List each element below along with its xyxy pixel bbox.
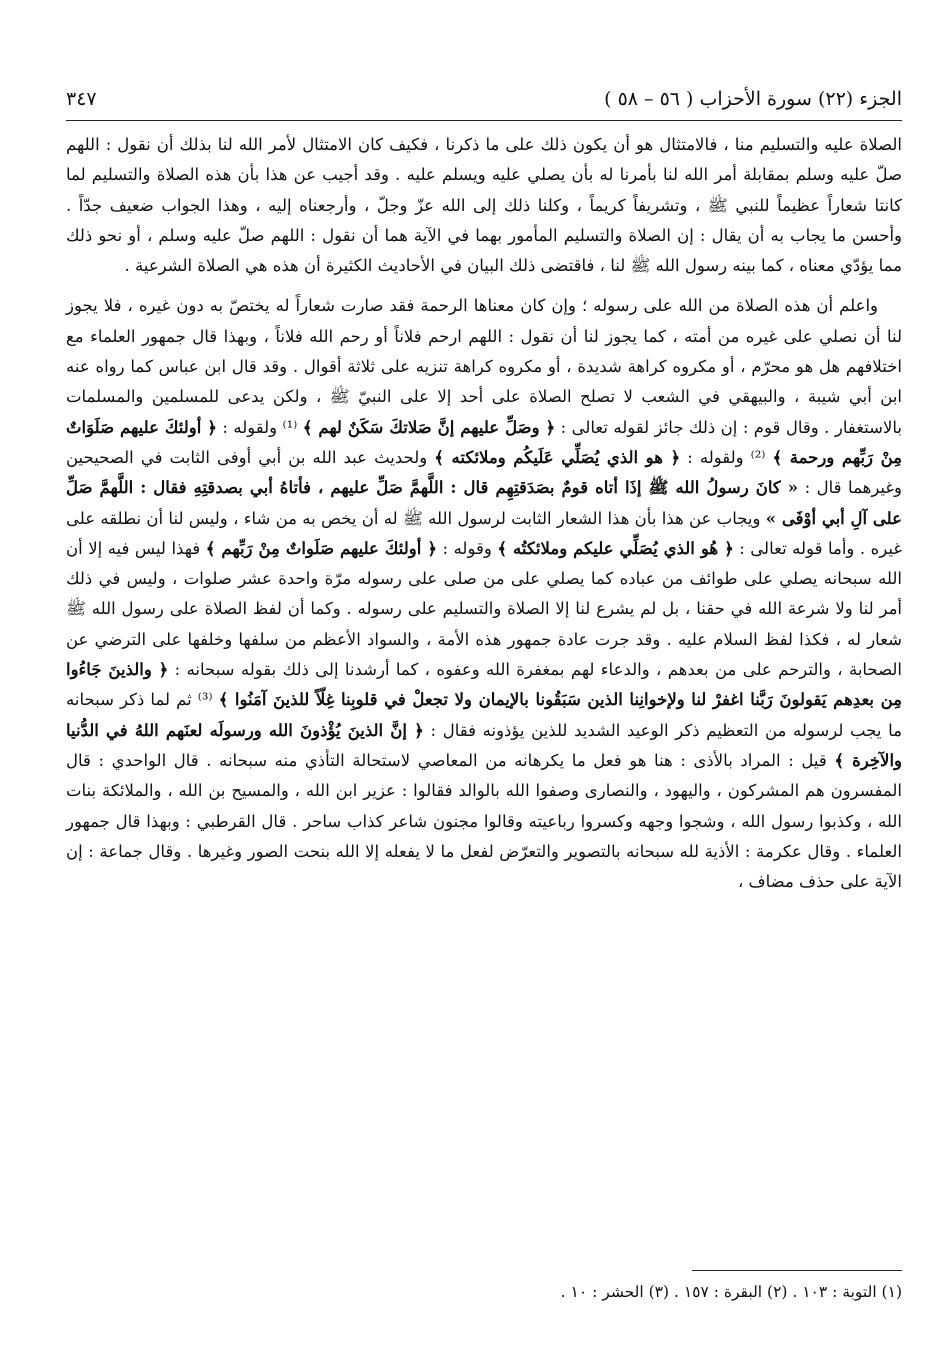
footnotes: (١) التوبة : ١٠٣ . (٢) البقرة : ١٥٧ . (٣) الحشر : ١٠ . <box>560 1283 902 1301</box>
footnote-separator <box>692 1270 902 1271</box>
text-segment: فهذا ليس فيه إلا أن الله سبحانه يصلي على طوائف من عباده كما يصلي على من صلى على رسوله مرّة واحدة عشر صلوات ، وليس في ذلك أمر لنا ولا شرعة الله في حقنا ، بل لم يشرع لنا إلا الصلاة والتسليم على رسوله . وكما أن لفظ الصلاة على رسول الله ﷺ شعار له ، فكذا لفظ السلام عليه . وقد جرت عادة جمهور هذه الأمة ، والسواد الأعظم من سلفها وخلفها على الترضي عن الصحابة ، والترحم على من بعدهم ، والدعاء لهم بمغفرة الله وعفوه ، كما أرشدنا إلى ذلك بقوله سبحانه : <box>66 538 903 680</box>
quran-verse: ﴿ أولئكَ عليهم صَلَوَاتٌ مِنْ رَبِّهم ورحمة ﴾ <box>66 417 902 467</box>
main-text <box>66 130 902 897</box>
paragraph-2 <box>66 291 902 897</box>
text-segment: وقوله : <box>442 538 492 558</box>
quran-verse: ﴿ والذينَ جَاءُوا مِن بعدِهم يَقولونَ رَبَّنا اغفرْ لنا ولإخوانِنا الذين سَبَقُونا بالإيمان ولا تجعلْ في قلوبِنا غِلّاً للذينَ آمَنُوا ﴾ <box>66 660 902 710</box>
quran-verse: ﴿ إنَّ الذينَ يُؤْذونَ الله ورسولَه لعنَهم اللهُ في الدُّنيا والآخِرة ﴾ <box>66 720 903 770</box>
text-segment: ⁽³⁾ ثم لما ذكر سبحانه ما يجب لرسوله من التعظيم ذكر الوعيد الشديد للذين يؤذونه فقال : <box>66 690 902 740</box>
paragraph-1 <box>66 130 902 281</box>
quran-verse: ﴿ هُو الذي يُصَلِّي عليكم وملائكتُه ﴾ <box>497 538 734 558</box>
page-number: ٣٤٧ <box>66 88 97 110</box>
quran-verse: ﴿ هو الذي يُصَلِّي عَلَيكُم وملائكته ﴾ <box>434 447 681 467</box>
book-page <box>66 86 902 1346</box>
text-segment: واعلم أن هذه الصلاة من الله على رسوله ؛ وإن كان معناها الرحمة فقد صارت شعاراً له يختصّ به دون غيره ، فلا يجوز لنا أن نصلي على غيره من أمته ، كما يجوز لنا أن نقول : اللهم ارحم فلاناً أو رحم الله فلاناً ، وبهذا قال جمهور العلماء مع اختلافهم هل هو محرّم ، أو مكروه كراهة شديدة ، أو مكروه كراهة تنزيه على ثلاثة أقوال . وقد قال ابن عباس كما رواه عنه ابن أبي شيبة ، والبيهقي في الشعب لا تصلح الصلاة على أحد إلا على النبيّ ﷺ ، ولكن يدعى للمسلمين والمسلمات بالاستغفار . وقال قوم : إن ذلك جائز لقوله تعالى : <box>66 296 903 437</box>
quran-verse: ﴿ وصَلِّ عليهم إنَّ صَلاتكَ سَكَنٌ لهم ﴾ <box>302 417 556 437</box>
page-header <box>66 86 902 121</box>
running-title: الجزء (٢٢) سورة الأحزاب ( ٥٦ – ٥٨ ) <box>604 88 902 110</box>
text-segment: ولحديث عبد الله بن أبي أوفى الثابت في الصحيحين وغيرهما قال : <box>66 447 903 498</box>
text-segment: ⁽¹⁾ ولقوله : <box>222 417 298 437</box>
quran-verse: ﴿ أولئكَ عليهم صَلَواتٌ مِنْ رَبِّهم ﴾ <box>205 538 438 558</box>
text-segment: الصلاة عليه والتسليم منا ، فالامتثال هو أن يكون ذلك على ما ذكرنا ، فكيف كان الامتثال لأمر الله لنا بذلك أن نقول : اللهم صلّ عليه وسلم بمقابلة أمر الله لنا بأمرنا له بأن يصلي عليه ويسلم عليه . وقد أجيب عن هذا بأن هذه الصلاة والتسليم لما كانتا شعاراً عظيماً للنبي ﷺ ، وتشريفاً كريماً ، وكلنا ذلك إلى الله عزّ وجلّ ، وأرجعناه إليه ، وهذا الجواب ضعيف جدّاً . وأحسن ما يجاب به أن يقال : إن الصلاة والتسليم المأمور بهما في الآية هما أن نقول : اللهم صلّ عليه وسلم ، أو نحو ذلك مما يؤدّي معناه ، كما بينه رسول الله ﷺ لنا ، فاقتضى ذلك البيان في الأحاديث الكثيرة أن هذه هي الصلاة الشرعية . <box>66 135 902 276</box>
text-segment: ويجاب عن هذا بأن هذا الشعار الثابت لرسول الله ﷺ له أن يخص به من شاء ، وليس لنا أن نطلقه على غيره . وأما قوله تعالى : <box>66 508 902 558</box>
text-segment: ⁽²⁾ ولقوله : <box>687 447 766 467</box>
hadith-quote: « كانَ رسولُ الله ﷺ إذَا أتاه قومٌ بصَدَقتِهِم قال : اللَّهمَّ صَلِّ عليهم ، فأتاهُ أبي بصدقتِهِ فقال : اللَّهمَّ صَلِّ على آلِ أبي أوْفَى » <box>66 478 902 528</box>
text-segment: قيل : المراد بالأذى : هنا هو فعل ما يكرهانه من المعاصي لاستحالة التأذي منه سبحانه . قال الواحدي : قال المفسرون هم المشركون ، واليهود ، والنصارى وصفوا الله بالوالد فقالوا : عزير ابن الله ، والمسيح بن الله ، والملائكة بنات الله ، وكذبوا رسول الله ، وشجوا وجهه وكسروا رباعيته وقالوا مجنون شاعر كذاب ساحر . قال القرطبي : وبهذا قال جمهور العلماء . وقال عكرمة : الأذية لله سبحانه بالتصوير والتعرّض لفعل ما لا يفعله إلا الله بنحت الصور وغيرها . وقال جماعة : إن الآية على حذف مضاف ، <box>66 750 902 892</box>
